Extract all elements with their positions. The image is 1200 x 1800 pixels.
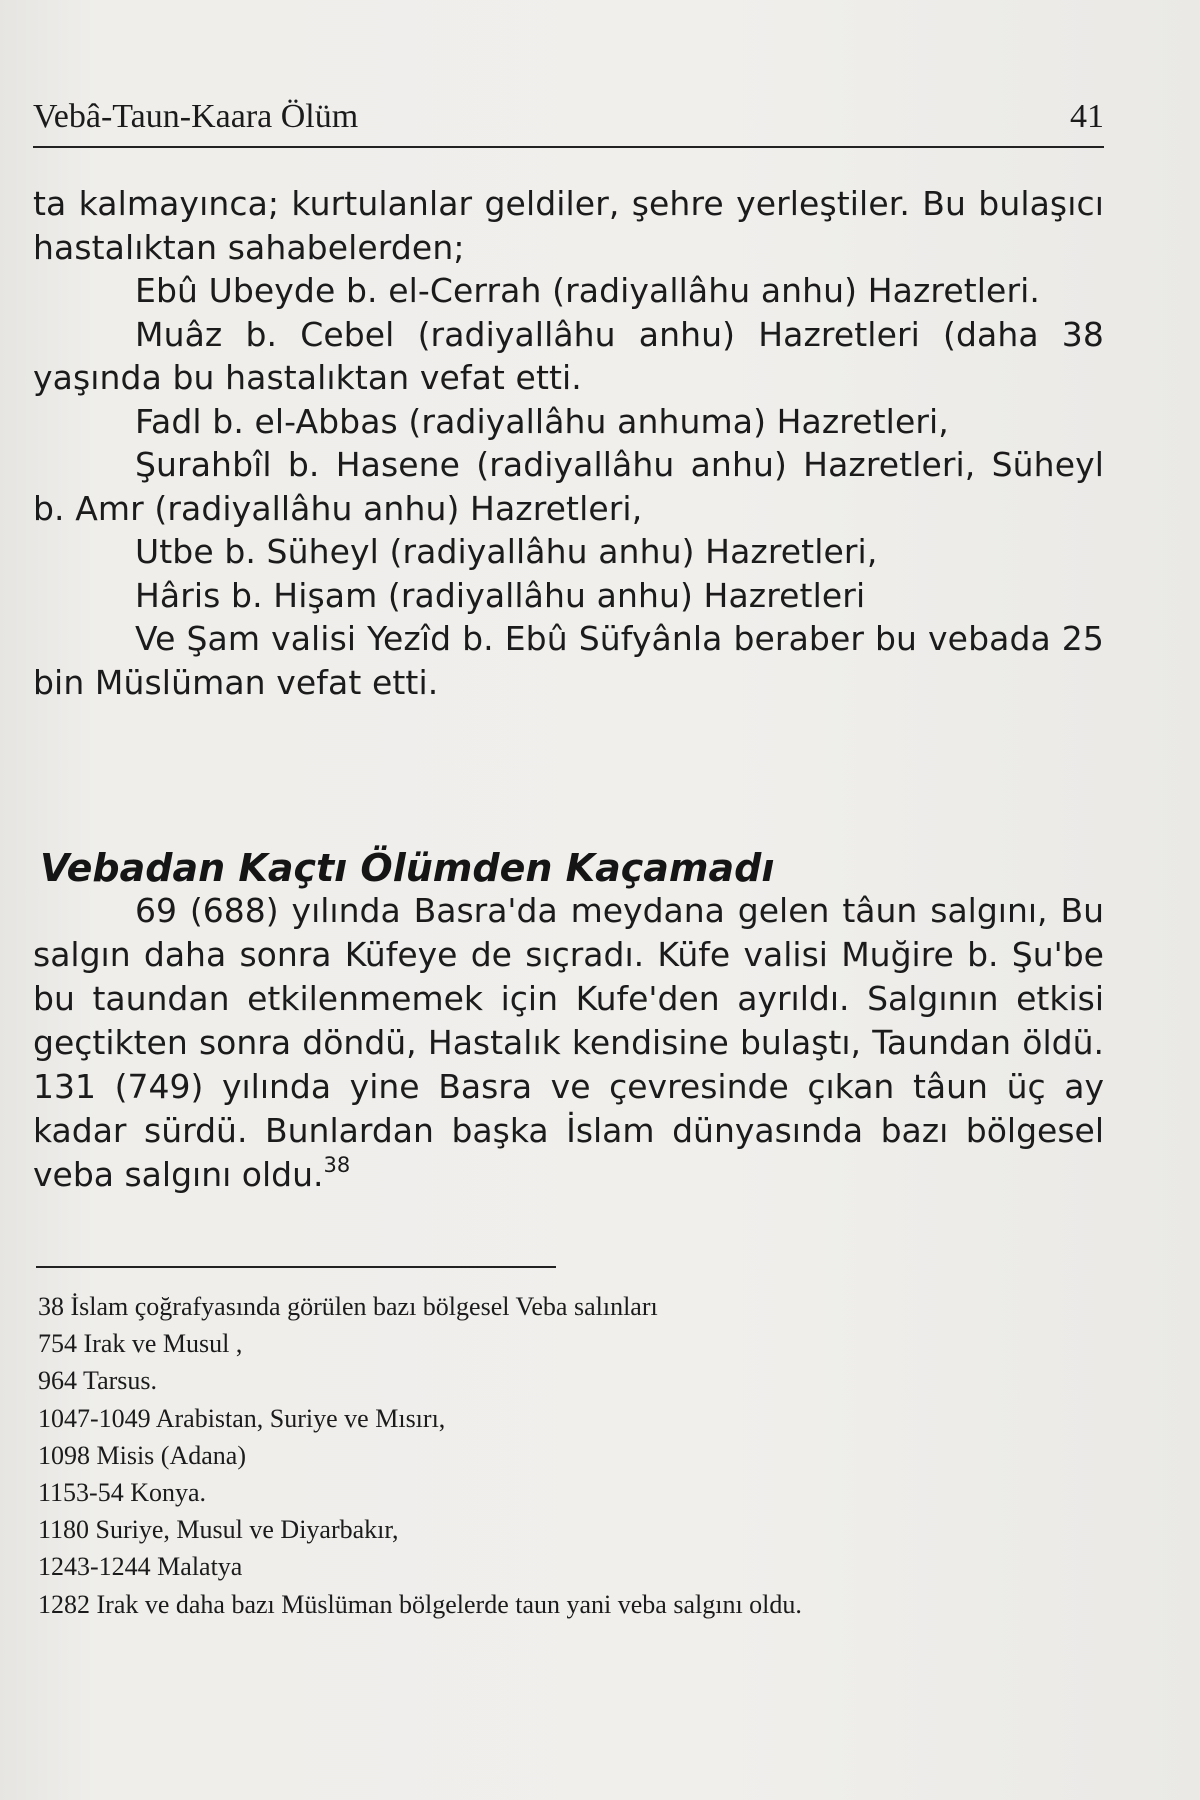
footnote-line: 1047-1049 Arabistan, Suriye ve Mısırı, [38, 1403, 446, 1433]
paragraph: Fadl b. el-Abbas (radiyallâhu anhuma) Hazretleri, [135, 401, 949, 441]
footnote-divider [36, 1266, 556, 1268]
paragraph: Şurahbîl b. Hasene (radiyallâhu anhu) Hazretleri, Süheyl b. Amr (radiyallâhu anhu) Hazretleri, [33, 445, 1104, 528]
footnote-line: 964 Tarsus. [38, 1366, 158, 1396]
footnote-line: 1098 Misis (Adana) [38, 1440, 246, 1470]
footnote-line: 1180 Suriye, Musul ve Diyarbakır, [38, 1515, 399, 1545]
paragraph: ta kalmayınca; kurtulanlar geldiler, şehre yerleştiler. Bu bulaşıcı hastalıktan sahabelerden; [33, 184, 1104, 267]
running-header [33, 96, 1104, 148]
paragraph: Utbe b. Süheyl (radiyallâhu anhu) Hazretleri, [135, 532, 878, 571]
footnote-line: 1282 Irak ve daha bazı Müslüman bölgelerde taun yani veba salgını oldu. [38, 1589, 802, 1619]
footnote-line: 38 İslam çoğrafyasında görülen bazı bölgesel Veba salınları [38, 1292, 658, 1321]
footnotes [38, 1288, 1118, 1623]
section-paragraph-text: 69 (688) yılında Basra'da meydana gelen tâun salgını, Bu salgın daha sonra Küfeye de sıçradı. Küfe valisi Muğire b. Şu'be bu taundan etkilenmemek için Kufe'den ayrıldı. Salgının etkisi geçtikten sonra döndü, Hastalık kendisine bulaştı, Taundan öldü. 131 (749) yılında yine Basra ve çevresinde çıkan tâun üç ay kadar sürdü. Bunlardan başka İslam dünyasında bazı bölgesel veba salgını oldu. [33, 891, 1104, 1194]
page-number: 41 [1070, 98, 1104, 135]
header-title: Vebâ-Taun-Kaara Ölüm [33, 98, 359, 135]
footnote-reference: 38 [323, 1153, 351, 1177]
section-heading: Vebadan Kaçtı Ölümden Kaçamadı [40, 846, 775, 890]
paragraph: Ebû Ubeyde b. el-Cerrah (radiyallâhu anhu) Hazretleri. [135, 271, 1040, 310]
section-paragraph [33, 889, 1104, 1197]
paragraph: Hâris b. Hişam (radiyallâhu anhu) Hazretleri [135, 575, 866, 615]
footnote-line: 1153-54 Konya. [38, 1478, 207, 1508]
footnote-line: 1243-1244 Malatya [38, 1552, 243, 1582]
footnote-line: 754 Irak ve Musul , [38, 1329, 243, 1359]
paragraph: Muâz b. Cebel (radiyallâhu anhu) Hazretleri (daha 38 yaşında bu hastalıktan vefat etti. [33, 314, 1104, 397]
section-body [33, 889, 1104, 1197]
body-text [33, 182, 1104, 704]
paragraph: Ve Şam valisi Yezîd b. Ebû Süfyânla beraber bu vebada 25 bin Müslüman vefat etti. [33, 619, 1104, 702]
